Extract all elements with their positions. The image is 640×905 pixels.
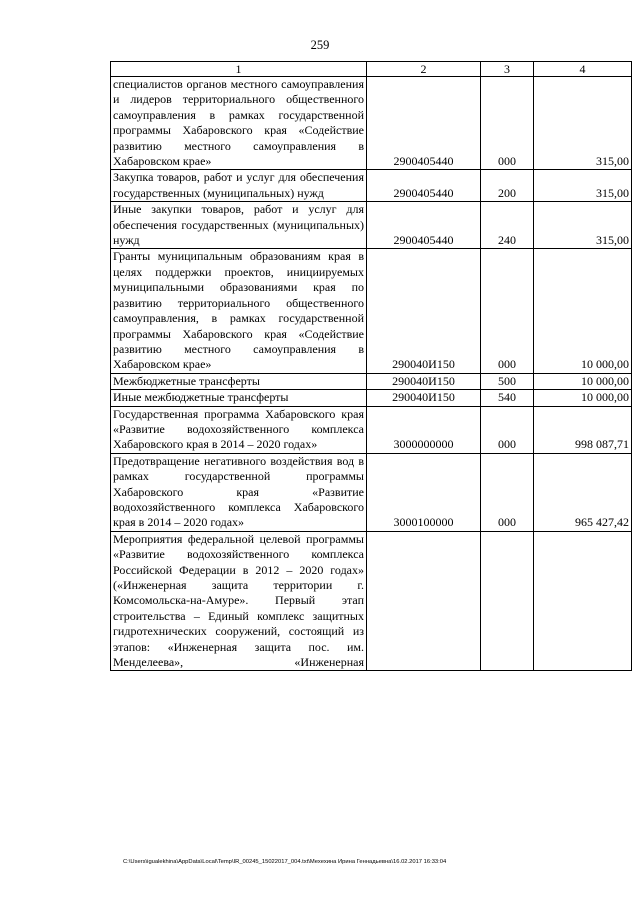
table-row [111, 373, 632, 389]
row-name: Иные межбюджетные трансферты [111, 390, 367, 406]
file-path-footer: C:\Users\igualekhina\AppData\Local\Temp\IR_00245_15022017_004.txt\Мехехина Ирина Геннадьевна\16.02.2017 16:33:04 [123, 859, 447, 865]
row-code: 2900405440 [367, 170, 481, 202]
budget-table [110, 61, 632, 671]
row-name: Иные закупки товаров, работ и услуг для обеспечения государственных (муниципальных) нужд [111, 202, 367, 249]
table-row [111, 390, 632, 406]
table-row [111, 406, 632, 453]
row-expense-type: 200 [481, 170, 534, 202]
row-name: специалистов органов местного самоуправления и лидеров территориального общественного самоуправления в рамках государственной программы Хабаровского края «Содействие развитию местного самоуправления в Хабаровском крае» [111, 77, 367, 170]
row-expense-type [481, 531, 534, 671]
row-expense-type: 500 [481, 373, 534, 389]
page-number: 259 [310, 38, 330, 52]
row-name: Гранты муниципальным образованиям края в целях поддержки проектов, инициируемых муниципальными образованиями края по развитию территориального общественного самоуправления, в рамках государственной программы Хабаровского края «Содействие развитию местного самоуправления в Хабаровском крае» [111, 249, 367, 373]
table-row [111, 202, 632, 249]
row-name: Государственная программа Хабаровского края «Развитие водохозяйственного комплекса Хабаровского края в 2014 – 2020 годах» [111, 406, 367, 453]
table-row [111, 170, 632, 202]
table-row [111, 77, 632, 170]
row-code: 3000100000 [367, 453, 481, 531]
row-amount: 10 000,00 [534, 390, 632, 406]
row-name: Межбюджетные трансферты [111, 373, 367, 389]
table-row [111, 453, 632, 531]
row-amount: 315,00 [534, 202, 632, 249]
row-expense-type: 000 [481, 406, 534, 453]
row-expense-type: 240 [481, 202, 534, 249]
table-row [111, 249, 632, 373]
row-amount: 315,00 [534, 77, 632, 170]
table-header-row [111, 62, 632, 77]
column-header-2: 2 [367, 62, 481, 77]
column-header-4: 4 [534, 62, 632, 77]
row-code: 290040И150 [367, 249, 481, 373]
column-header-3: 3 [481, 62, 534, 77]
row-name: Закупка товаров, работ и услуг для обеспечения государственных (муниципальных) нужд [111, 170, 367, 202]
row-name: Мероприятия федеральной целевой программы «Развитие водохозяйственного комплекса Российской Федерации в 2012 – 2020 годах» («Инженерная защита территории г. Комсомольска-на-Амуре». Первый этап строительства – Единый комплекс защитных гидротехнических сооружений, состоящий из этапов: «Инженерная защита пос. им. Менделеева», «Инженерная [111, 531, 367, 671]
row-amount: 998 087,71 [534, 406, 632, 453]
row-code: 290040И150 [367, 373, 481, 389]
row-code: 290040И150 [367, 390, 481, 406]
row-expense-type: 000 [481, 249, 534, 373]
row-name: Предотвращение негативного воздействия вод в рамках государственной программы Хабаровского края «Развитие водохозяйственного комплекса Хабаровского края в 2014 – 2020 годах» [111, 453, 367, 531]
row-amount [534, 531, 632, 671]
column-header-1: 1 [111, 62, 367, 77]
row-code [367, 531, 481, 671]
row-expense-type: 540 [481, 390, 534, 406]
row-amount: 10 000,00 [534, 373, 632, 389]
row-expense-type: 000 [481, 453, 534, 531]
row-code: 2900405440 [367, 77, 481, 170]
row-code: 3000000000 [367, 406, 481, 453]
row-amount: 965 427,42 [534, 453, 632, 531]
row-code: 2900405440 [367, 202, 481, 249]
row-expense-type: 000 [481, 77, 534, 170]
row-amount: 10 000,00 [534, 249, 632, 373]
row-amount: 315,00 [534, 170, 632, 202]
table-row [111, 531, 632, 671]
